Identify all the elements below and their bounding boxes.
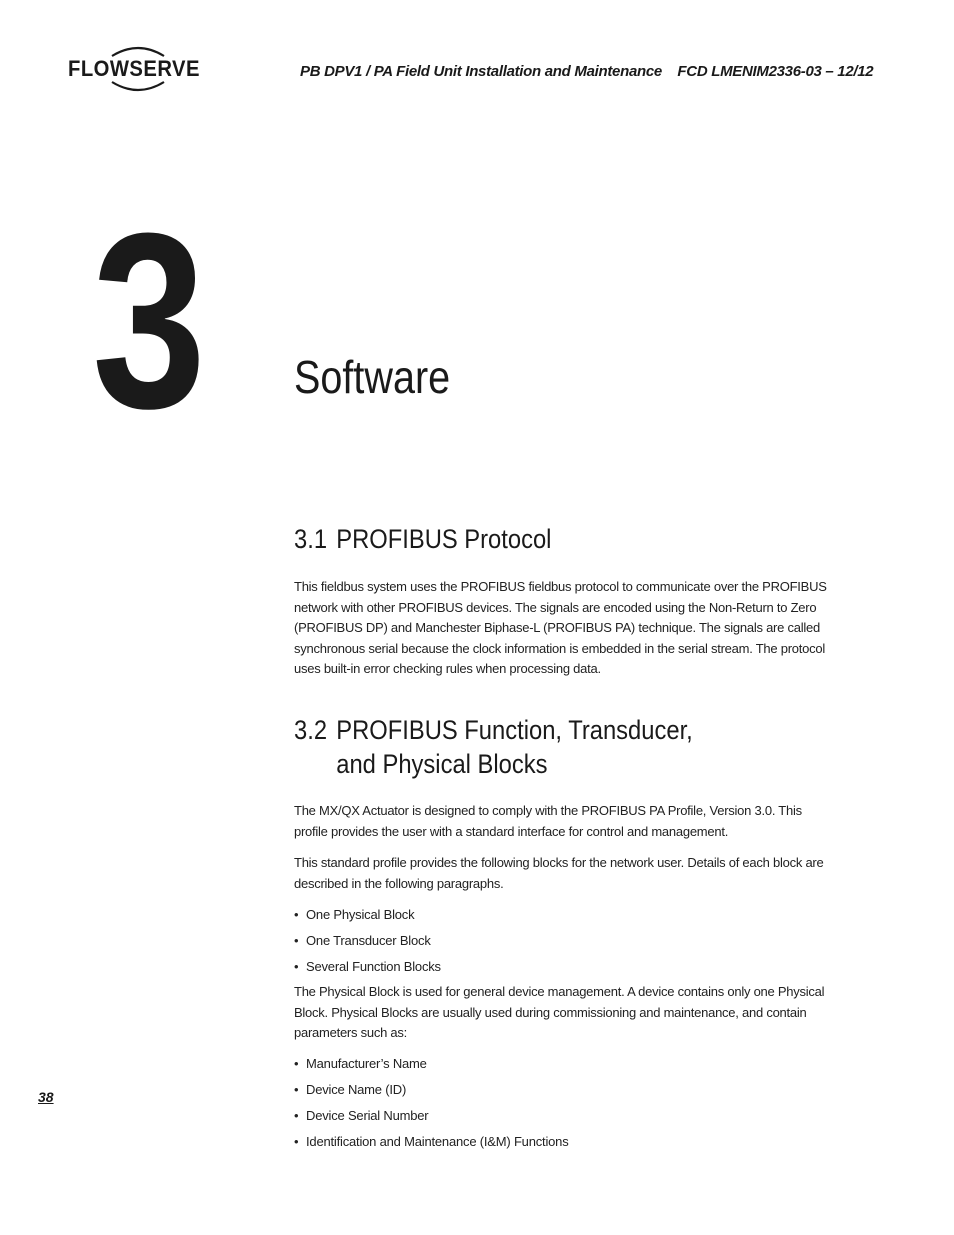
list-item (294, 928, 441, 954)
paragraph-physical-block: The Physical Block is used for general device management. A device contains only one Physical Block. Physical Blocks are usually used during commissioning and maintenance, and contain parameters such as: (294, 984, 825, 1040)
chapter-number: 3 (92, 181, 203, 460)
logo-wordmark: FLOWSERVE (68, 56, 200, 81)
chapter-title: Software (294, 351, 451, 403)
section-number: 3.2 (294, 715, 328, 745)
list-item (294, 1077, 569, 1103)
bullet-icon: • (294, 1082, 299, 1097)
list-item (294, 1051, 569, 1077)
section-title: PROFIBUS Protocol (336, 524, 552, 554)
bullet-icon: • (294, 1134, 299, 1149)
section-heading-3-2 (294, 713, 693, 781)
list-item-text: One Physical Block (306, 907, 415, 922)
list-item-text: Identification and Maintenance (I&M) Functions (306, 1134, 569, 1149)
section-title-line-2: and Physical Blocks (336, 749, 548, 779)
section-title-line-1: PROFIBUS Function, Transducer, (336, 715, 693, 745)
list-item-text: Several Function Blocks (306, 959, 441, 974)
paragraph-profibus-protocol: This fieldbus system uses the PROFIBUS fieldbus protocol to communicate over the PROFIBUS network with other PROFIBUS devices. The signals are encoded using the Non-Return to Zero (PROFIBUS DP) and Manchester Biphase-L (PROFIBUS PA) technique. The signals are called synchronous serial because the clock information is embedded in the serial stream. The protocol uses built-in error checking rules when processing data. (294, 579, 827, 676)
list-item (294, 954, 441, 980)
list-item (294, 1129, 569, 1155)
flowserve-logo (68, 44, 208, 96)
bullet-icon: • (294, 959, 299, 974)
list-item-text: Manufacturer’s Name (306, 1056, 427, 1071)
list-item (294, 902, 441, 928)
list-item-text: Device Serial Number (306, 1108, 429, 1123)
document-header-title: PB DPV1 / PA Field Unit Installation and Maintenance FCD LMENIM2336-03 – 12/12 (300, 63, 874, 80)
list-item-text: One Transducer Block (306, 933, 431, 948)
bullet-icon: • (294, 1108, 299, 1123)
section-number: 3.1 (294, 524, 328, 554)
bullet-icon: • (294, 933, 299, 948)
paragraph-blocks-intro: This standard profile provides the following blocks for the network user. Details of each block are described in the following paragraphs. (294, 855, 824, 891)
bullet-icon: • (294, 1056, 299, 1071)
section-heading-3-1 (294, 522, 551, 556)
block-list (294, 902, 441, 980)
bullet-icon: • (294, 907, 299, 922)
parameter-list (294, 1051, 569, 1155)
paragraph-profile-compliance: The MX/QX Actuator is designed to comply with the PROFIBUS PA Profile, Version 3.0. This profile provides the user with a standard interface for control and management. (294, 803, 802, 839)
list-item (294, 1103, 569, 1129)
page-number: 38 (38, 1089, 54, 1105)
list-item-text: Device Name (ID) (306, 1082, 407, 1097)
